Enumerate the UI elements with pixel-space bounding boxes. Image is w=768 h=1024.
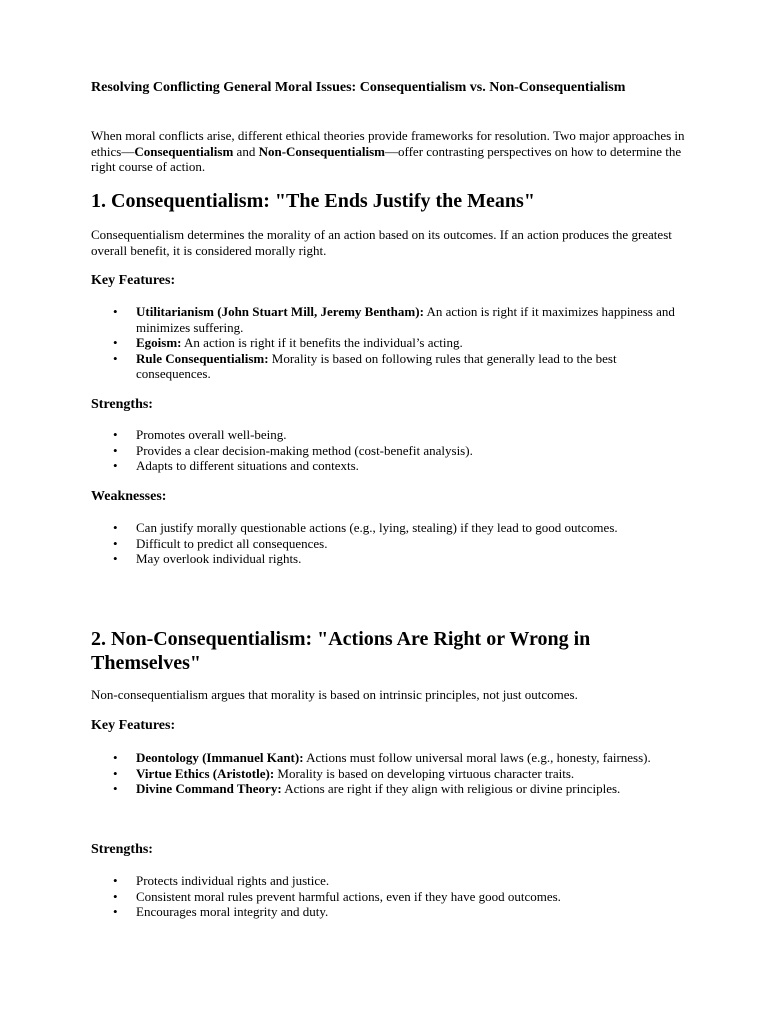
section1-heading: 1. Consequentialism: "The Ends Justify the Means" bbox=[91, 190, 535, 212]
intro-term-non-consequentialism: Non-Consequentialism bbox=[258, 143, 385, 159]
section1-key-features-heading: Key Features: bbox=[91, 273, 176, 288]
feature-term: Virtue Ethics (Aristotle): bbox=[136, 765, 275, 781]
section2-strengths-list bbox=[91, 873, 691, 920]
section1-strengths-heading: Strengths: bbox=[91, 397, 153, 412]
list-item: • Provides a clear decision-making method (cost-benefit analysis). bbox=[91, 443, 691, 459]
list-item bbox=[91, 304, 691, 335]
list-item: • Promotes overall well-being. bbox=[91, 427, 691, 443]
list-item: • May overlook individual rights. bbox=[91, 551, 691, 567]
section2-description: Non-consequentialism argues that morality is based on intrinsic principles, not just outcomes. bbox=[91, 687, 578, 702]
section1-strengths-list bbox=[91, 427, 691, 474]
intro-paragraph bbox=[91, 128, 691, 175]
list-item: • Protects individual rights and justice. bbox=[91, 873, 691, 889]
list-item bbox=[91, 766, 691, 782]
feature-text: Morality is based on developing virtuous character traits. bbox=[274, 765, 575, 781]
intro-text-2: and bbox=[233, 143, 259, 159]
feature-text: Actions are right if they align with religious or divine principles. bbox=[281, 781, 621, 796]
section2-key-features-list bbox=[91, 750, 691, 797]
intro-text-3: —offer contrasting perspectives on how to determine the right course of action. bbox=[91, 143, 682, 174]
section1-weaknesses-heading: Weaknesses: bbox=[91, 489, 167, 504]
intro-text-1: When moral conflicts arise, different ethical theories provide frameworks for resolution. Two major approaches in ethics— bbox=[91, 128, 685, 159]
feature-text: Actions must follow universal moral laws (e.g., honesty, fairness). bbox=[303, 750, 651, 765]
feature-term: Divine Command Theory: bbox=[136, 781, 282, 796]
list-item bbox=[91, 351, 691, 382]
section2-strengths-heading: Strengths: bbox=[91, 842, 153, 857]
list-item: • Difficult to predict all consequences. bbox=[91, 536, 691, 552]
list-item: • Can justify morally questionable actions (e.g., lying, stealing) if they lead to good outcomes. bbox=[91, 520, 691, 536]
feature-term: Egoism: bbox=[136, 335, 182, 350]
list-item bbox=[91, 750, 691, 766]
feature-term: Deontology (Immanuel Kant): bbox=[136, 750, 304, 765]
list-item bbox=[91, 781, 691, 797]
list-item: • Consistent moral rules prevent harmful actions, even if they have good outcomes. bbox=[91, 889, 691, 905]
feature-term: Utilitarianism (John Stuart Mill, Jeremy Bentham): bbox=[136, 304, 424, 319]
intro-term-consequentialism: Consequentialism bbox=[134, 143, 234, 159]
list-item bbox=[91, 335, 691, 351]
section2-key-features-heading: Key Features: bbox=[91, 718, 176, 733]
document-title: Resolving Conflicting General Moral Issues: Consequentialism vs. Non-Consequentialism bbox=[91, 80, 626, 95]
section1-key-features-list bbox=[91, 304, 691, 382]
feature-text: An action is right if it maximizes happiness and minimizes suffering. bbox=[136, 304, 675, 335]
list-item: • Adapts to different situations and contexts. bbox=[91, 458, 691, 474]
list-item: • Encourages moral integrity and duty. bbox=[91, 904, 691, 920]
section1-weaknesses-list bbox=[91, 520, 691, 567]
section1-description: Consequentialism determines the morality of an action based on its outcomes. If an action produces the greatest overall benefit, it is considered morally right. bbox=[91, 227, 672, 258]
feature-text: Morality is based on following rules that generally lead to the best consequences. bbox=[136, 350, 617, 381]
feature-text: An action is right if it benefits the individual’s acting. bbox=[181, 335, 463, 350]
section2-heading: 2. Non-Consequentialism: "Actions Are Right or Wrong in Themselves" bbox=[91, 628, 591, 674]
feature-term: Rule Consequentialism: bbox=[136, 350, 269, 366]
